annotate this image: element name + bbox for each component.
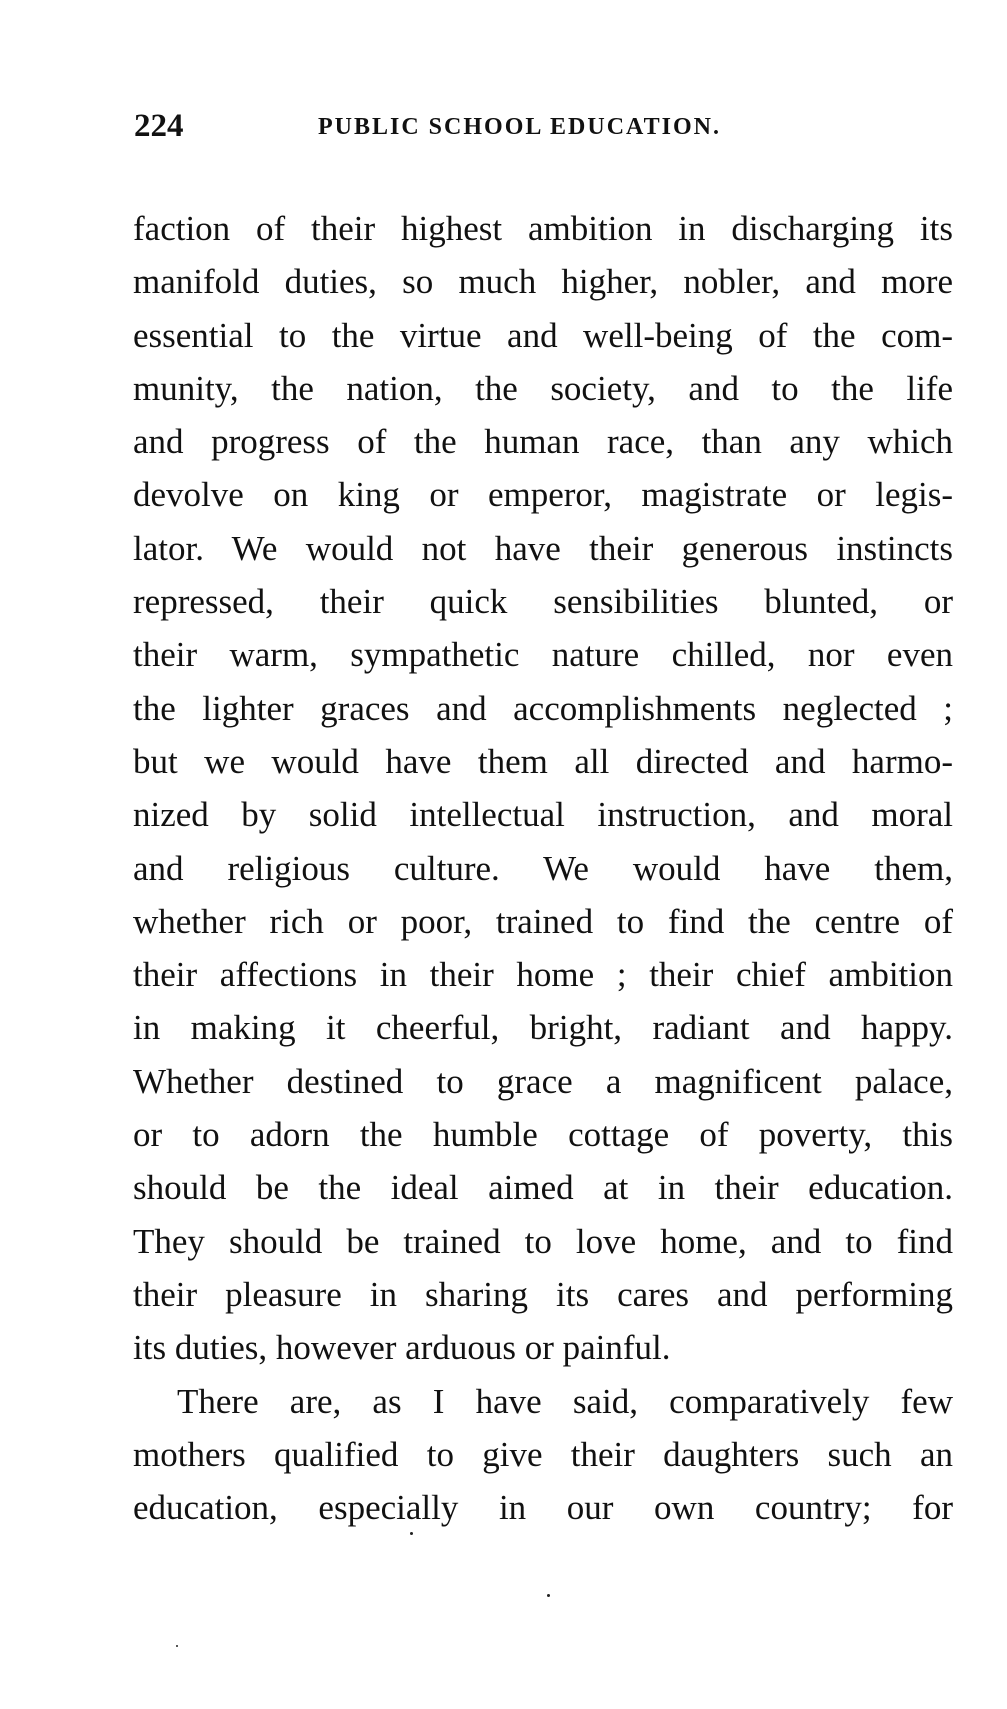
running-header — [134, 108, 964, 152]
text-line: repressed, their quick sensibilities blunted, or — [133, 582, 953, 622]
text-line: Whether destined to grace a magnificent palace, — [133, 1061, 953, 1101]
text-line: and progress of the human race, than any which — [133, 422, 953, 462]
text-line: lator. We would not have their generous instincts — [133, 528, 953, 568]
text-line: education, especially in our own country; for — [133, 1488, 953, 1528]
page-body — [133, 202, 953, 1534]
text-line: munity, the nation, the society, and to the life — [133, 368, 953, 408]
scan-speck — [410, 1532, 413, 1535]
paragraph-1 — [133, 202, 953, 1375]
text-line: their affections in their home ; their chief ambition — [133, 955, 953, 995]
text-line: essential to the virtue and well-being of the com- — [133, 315, 953, 355]
text-line: or to adorn the humble cottage of poverty, this — [133, 1115, 953, 1155]
text-line: manifold duties, so much higher, nobler, and more — [133, 262, 953, 302]
text-line: nized by solid intellectual instruction, and moral — [133, 795, 953, 835]
text-line: faction of their highest ambition in discharging its — [133, 209, 953, 248]
scan-speck — [176, 1645, 178, 1647]
paragraph-2 — [133, 1375, 953, 1535]
text-line: whether rich or poor, trained to find the centre of — [133, 901, 953, 941]
text-line: mothers qualified to give their daughters such an — [133, 1434, 953, 1474]
text-line: There are, as I have said, comparatively few — [177, 1381, 953, 1421]
text-line: devolve on king or emperor, magistrate or legis- — [133, 475, 953, 515]
running-title: PUBLIC SCHOOL EDUCATION. — [318, 114, 721, 140]
text-line: their warm, sympathetic nature chilled, nor even — [133, 635, 953, 675]
text-line: the lighter graces and accomplishments neglected ; — [133, 688, 953, 728]
text-line: should be the ideal aimed at in their education. — [133, 1168, 953, 1208]
text-line: in making it cheerful, bright, radiant and happy. — [133, 1008, 953, 1048]
text-line: and religious culture. We would have them, — [133, 848, 953, 888]
scan-speck — [547, 1594, 550, 1597]
text-line: They should be trained to love home, and to find — [133, 1221, 953, 1261]
page-number: 224 — [134, 108, 184, 144]
text-line: their pleasure in sharing its cares and performing — [133, 1274, 953, 1314]
text-line: its duties, however arduous or painful. — [133, 1328, 671, 1368]
text-line: but we would have them all directed and harmo- — [133, 741, 953, 781]
